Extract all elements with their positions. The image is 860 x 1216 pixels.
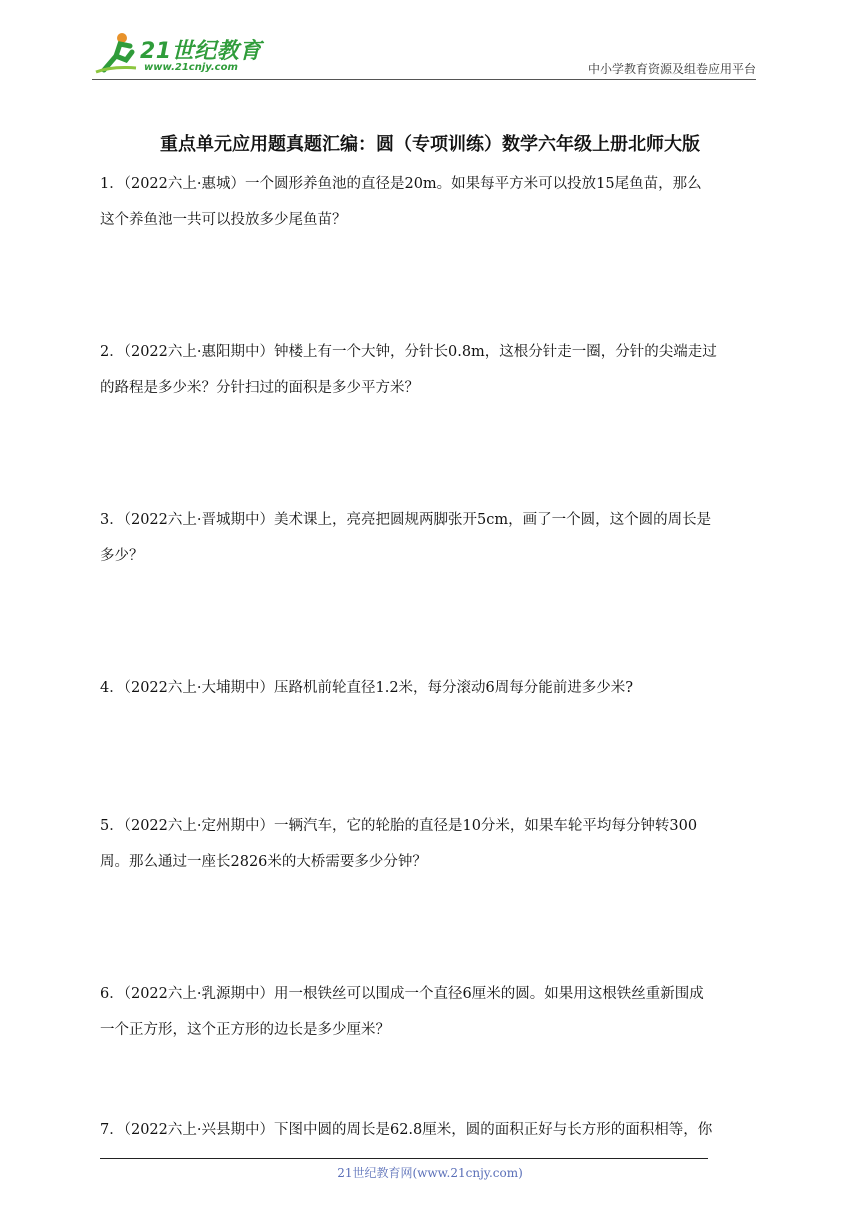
question-2 — [100, 334, 766, 406]
question-5 — [100, 808, 766, 880]
platform-label: 中小学教育资源及组卷应用平台 — [587, 62, 756, 76]
question-line: 2．（2022六上·惠阳期中）钟楼上有一个大钟，分针长0.8m，这根分针走一圈，分针的尖端走过 — [100, 344, 717, 360]
question-6 — [100, 976, 766, 1048]
question-line: 3．（2022六上·晋城期中）美术课上，亮亮把圆规两脚张开5cm，画了一个圆，这个圆的周长是 — [100, 512, 712, 528]
question-line: 一个正方形，这个正方形的边长是多少厘米？ — [100, 1022, 390, 1038]
question-line: 6．（2022六上·乳源期中）用一根铁丝可以围成一个直径6厘米的圆。如果用这根铁丝重新围成 — [100, 986, 704, 1002]
question-4 — [100, 670, 766, 706]
question-1 — [100, 166, 766, 238]
question-line: 多少？ — [100, 548, 144, 564]
page-header — [0, 0, 860, 90]
logo-url: www.21cnjy.com — [144, 62, 238, 73]
question-3 — [100, 502, 766, 574]
page-title: 重点单元应用题真题汇编：圆（专项训练）数学六年级上册北师大版 — [160, 134, 700, 155]
runner-logo-icon — [92, 30, 142, 76]
question-line: 周。那么通过一座长2826米的大桥需要多少分钟？ — [100, 854, 427, 870]
question-line: 的路程是多少米？分针扫过的面积是多少平方米？ — [100, 380, 419, 396]
page-footer[interactable]: 21世纪教育网(www.21cnjy.com) — [337, 1166, 523, 1180]
site-logo[interactable] — [92, 30, 262, 80]
question-line: 4．（2022六上·大埔期中）压路机前轮直径1.2米，每分滚动6周每分能前进多少米? — [100, 680, 634, 696]
question-line: 7．（2022六上·兴县期中）下图中圆的周长是62.8厘米，圆的面积正好与长方形的面积相等，你 — [100, 1122, 713, 1138]
question-7 — [100, 1112, 766, 1148]
footer-divider — [100, 1158, 708, 1159]
question-line: 1．（2022六上·惠城）一个圆形养鱼池的直径是20m。如果每平方米可以投放15尾鱼苗，那么 — [100, 176, 702, 192]
question-line: 5．（2022六上·定州期中）一辆汽车，它的轮胎的直径是10分米，如果车轮平均每分钟转300 — [100, 818, 698, 834]
logo-text: 21世纪教育 — [140, 39, 262, 64]
header-divider — [92, 79, 756, 80]
question-line: 这个养鱼池一共可以投放多少尾鱼苗？ — [100, 212, 347, 228]
